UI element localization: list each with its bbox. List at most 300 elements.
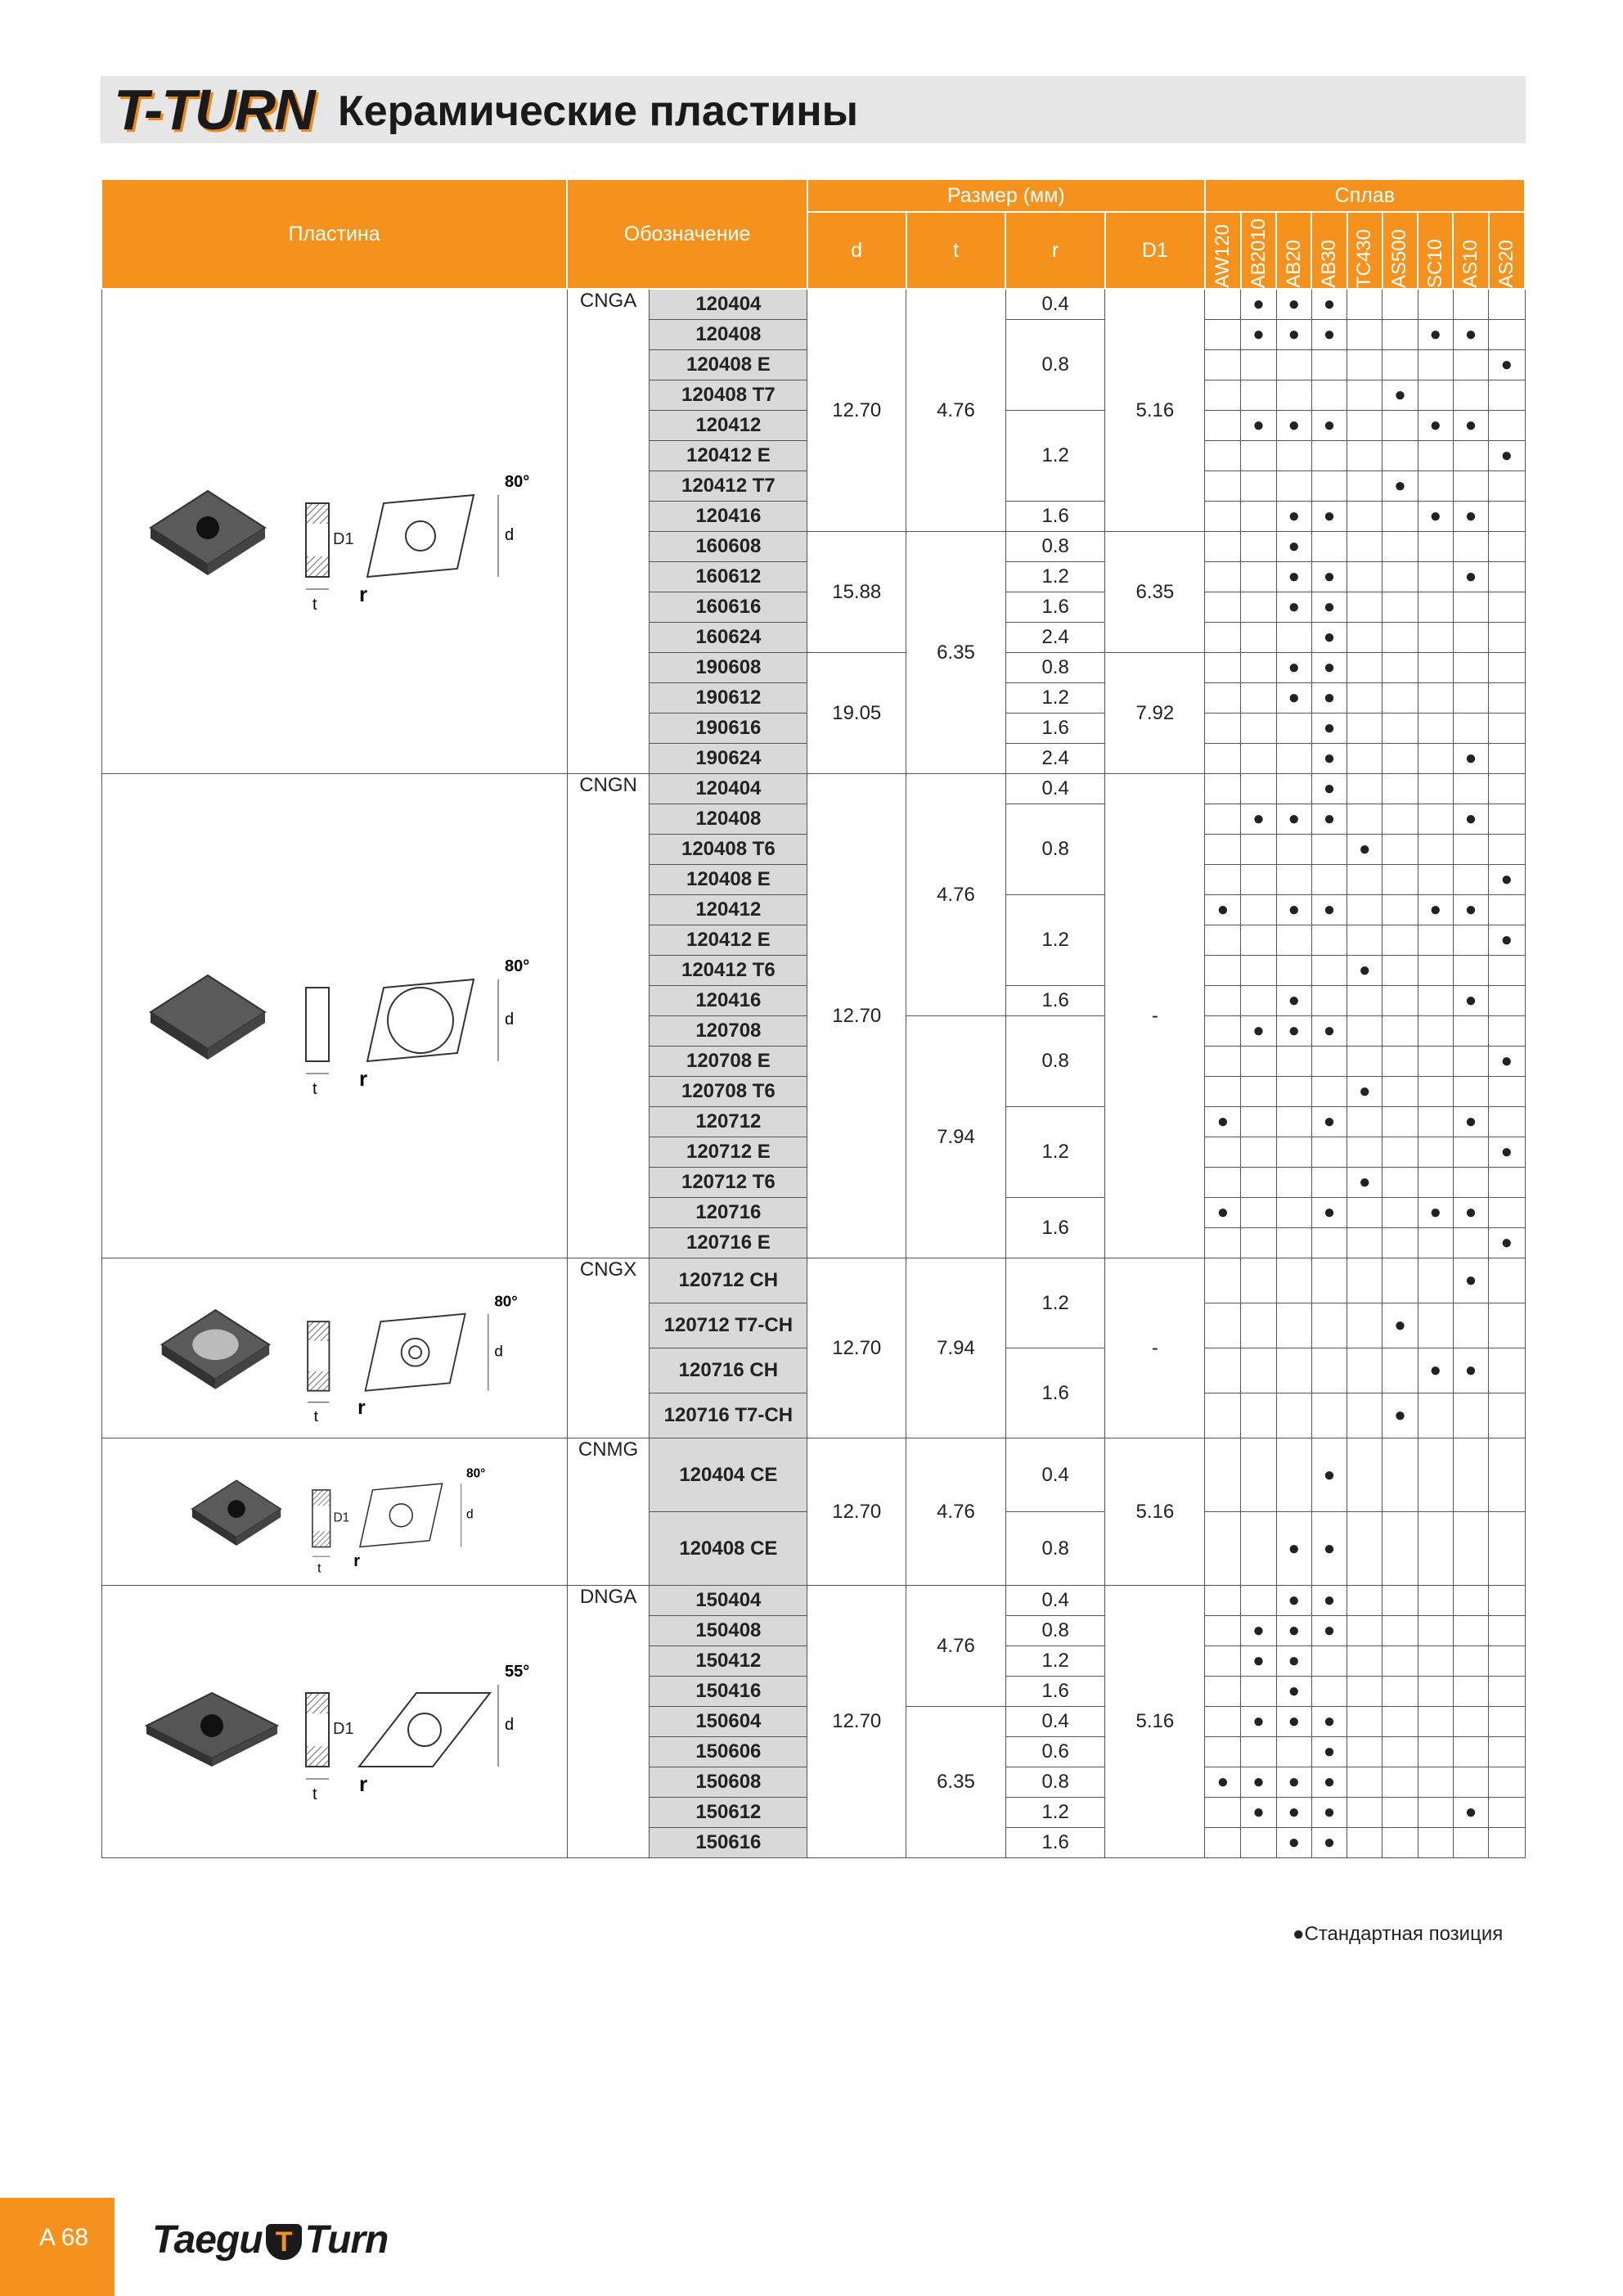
size-t-value: 6.35 (906, 532, 1006, 774)
grade-cell (1418, 865, 1453, 895)
grade-cell (1347, 744, 1382, 774)
grade-cell (1489, 683, 1525, 714)
standard-dot: ● (1276, 895, 1311, 925)
designation-code: 120416 (650, 986, 807, 1016)
grade-cell (1276, 774, 1311, 804)
standard-dot: ● (1311, 1198, 1347, 1228)
standard-dot: ● (1276, 562, 1311, 592)
grade-cell (1311, 1303, 1347, 1348)
grade-cell (1382, 592, 1418, 623)
grade-cell (1205, 562, 1241, 592)
designation-code: 120404 CE (650, 1438, 807, 1512)
series-label: CNGN (567, 774, 650, 1258)
grade-cell (1382, 1737, 1418, 1767)
angle-label: 55° (504, 1663, 529, 1681)
designation-code: 120408 (650, 804, 807, 835)
grade-cell (1489, 471, 1525, 502)
standard-dot: ● (1276, 320, 1311, 350)
grade-cell (1276, 1348, 1311, 1393)
grade-cell (1311, 1137, 1347, 1168)
size-d1-value: 6.35 (1105, 532, 1205, 653)
grade-cell (1241, 1512, 1276, 1586)
grade-cell (1347, 502, 1382, 532)
standard-dot: ● (1276, 683, 1311, 714)
grade-cell (1205, 1798, 1241, 1828)
grade-cell (1205, 380, 1241, 411)
grade-cell (1382, 1798, 1418, 1828)
insert-drawing (114, 1439, 555, 1585)
size-d-value: 12.70 (807, 1258, 906, 1438)
t-label: t (313, 1407, 318, 1425)
grade-cell (1205, 623, 1241, 653)
designation-code: 120404 (650, 289, 807, 320)
grade-cell (1311, 350, 1347, 380)
grade-cell (1241, 925, 1276, 956)
grade-cell (1418, 532, 1453, 562)
grade-cell (1382, 774, 1418, 804)
grade-cell (1418, 1168, 1453, 1198)
grade-cell (1453, 1393, 1488, 1438)
grade-cell (1205, 1228, 1241, 1258)
d-label: d (465, 1507, 474, 1522)
title-bar (101, 76, 1526, 143)
standard-dot: ● (1453, 502, 1488, 532)
grade-cell (1311, 1077, 1347, 1107)
grade-cell (1205, 1646, 1241, 1677)
grade-cell (1453, 1512, 1488, 1586)
designation-code: 150608 (650, 1767, 807, 1798)
grade-cell (1347, 1677, 1382, 1707)
standard-dot: ● (1418, 1198, 1453, 1228)
t-label: t (312, 595, 317, 614)
size-d-value: 12.70 (807, 1438, 906, 1586)
grade-cell (1382, 1047, 1418, 1077)
standard-dot: ● (1276, 1586, 1311, 1616)
size-r-value: 0.8 (1005, 532, 1105, 562)
standard-dot: ● (1453, 1258, 1488, 1303)
grade-cell (1241, 1258, 1276, 1303)
grade-cell (1205, 532, 1241, 562)
grade-cell (1205, 1677, 1241, 1707)
grade-cell (1489, 502, 1525, 532)
grade-cell (1382, 1107, 1418, 1137)
size-r-value: 0.4 (1005, 1438, 1105, 1512)
grade-cell (1418, 1228, 1453, 1258)
grade-cell (1489, 592, 1525, 623)
col-grade: TC430 (1347, 212, 1382, 289)
grade-cell (1311, 986, 1347, 1016)
grade-cell (1347, 1228, 1382, 1258)
size-t-value: 4.76 (906, 774, 1006, 1016)
grade-cell (1241, 1828, 1276, 1858)
grade-cell (1347, 1586, 1382, 1616)
standard-dot: ● (1276, 1828, 1311, 1858)
grade-cell (1241, 653, 1276, 683)
standard-dot: ● (1418, 320, 1453, 350)
grade-cell (1276, 714, 1311, 744)
grade-cell (1347, 1198, 1382, 1228)
grade-cell (1382, 320, 1418, 350)
grade-cell (1382, 835, 1418, 865)
designation-code: 190612 (650, 683, 807, 714)
grade-cell (1382, 1586, 1418, 1616)
grade-cell (1311, 1393, 1347, 1438)
grade-cell (1347, 1348, 1382, 1393)
standard-dot: ● (1241, 1767, 1276, 1798)
grade-cell (1453, 835, 1488, 865)
size-r-value: 1.6 (1005, 1677, 1105, 1707)
col-grade: AB20 (1276, 212, 1311, 289)
grade-cell (1347, 623, 1382, 653)
grade-cell (1418, 1767, 1453, 1798)
col-t: t (906, 212, 1006, 289)
grade-cell (1489, 744, 1525, 774)
designation-code: 120412 T6 (650, 956, 807, 986)
grade-cell (1489, 835, 1525, 865)
grade-cell (1418, 804, 1453, 835)
size-t-value: 4.76 (906, 1586, 1006, 1707)
grade-cell (1276, 1228, 1311, 1258)
grade-cell (1347, 1707, 1382, 1737)
size-r-value: 1.2 (1005, 562, 1105, 592)
grade-cell (1382, 925, 1418, 956)
taegu-turn-logo: Taegu T Turn (152, 2218, 389, 2262)
insert-drawing (114, 438, 555, 626)
grade-cell (1205, 411, 1241, 441)
grade-cell (1347, 1303, 1382, 1348)
grade-cell (1205, 1586, 1241, 1616)
series-label: CNGX (567, 1258, 650, 1438)
grade-cell (1241, 1348, 1276, 1393)
size-r-value: 0.4 (1005, 1707, 1105, 1737)
grade-cell (1489, 653, 1525, 683)
grade-cell (1418, 471, 1453, 502)
grade-cell (1418, 683, 1453, 714)
designation-code: 150416 (650, 1677, 807, 1707)
grade-cell (1241, 441, 1276, 471)
grade-cell (1453, 623, 1488, 653)
size-r-value: 0.8 (1005, 1767, 1105, 1798)
standard-dot: ● (1205, 1767, 1241, 1798)
grade-cell (1205, 714, 1241, 744)
grade-cell (1241, 1168, 1276, 1198)
standard-dot: ● (1241, 1798, 1276, 1828)
designation-code: 120404 (650, 774, 807, 804)
grade-cell (1453, 1707, 1488, 1737)
grade-cell (1382, 1228, 1418, 1258)
grade-cell (1489, 562, 1525, 592)
standard-dot: ● (1311, 683, 1347, 714)
size-r-value: 0.8 (1005, 1616, 1105, 1646)
standard-dot: ● (1489, 1228, 1525, 1258)
grade-cell (1311, 1228, 1347, 1258)
grade-cell (1453, 592, 1488, 623)
size-r-value: 0.8 (1005, 1512, 1105, 1586)
size-r-value: 1.2 (1005, 683, 1105, 714)
grade-cell (1347, 683, 1382, 714)
grade-cell (1418, 623, 1453, 653)
grade-cell (1347, 925, 1382, 956)
designation-code: 190624 (650, 744, 807, 774)
grade-cell (1205, 1348, 1241, 1393)
grade-cell (1453, 683, 1488, 714)
grade-cell (1347, 1798, 1382, 1828)
size-r-value: 2.4 (1005, 744, 1105, 774)
designation-code: 120412 T7 (650, 471, 807, 502)
standard-dot: ● (1453, 411, 1488, 441)
grade-cell (1347, 1646, 1382, 1677)
designation-code: 190616 (650, 714, 807, 744)
designation-code: 120412 (650, 895, 807, 925)
grade-cell (1205, 289, 1241, 320)
standard-dot: ● (1311, 1828, 1347, 1858)
grade-cell (1311, 1677, 1347, 1707)
size-r-value: 1.6 (1005, 1348, 1105, 1438)
grade-cell (1205, 471, 1241, 502)
standard-dot: ● (1276, 1767, 1311, 1798)
grade-cell (1489, 1767, 1525, 1798)
designation-code: 120408 (650, 320, 807, 350)
grade-cell (1489, 1737, 1525, 1767)
designation-code: 120716 E (650, 1228, 807, 1258)
grade-cell (1241, 714, 1276, 744)
grade-cell (1489, 774, 1525, 804)
grade-cell (1205, 956, 1241, 986)
grade-cell (1382, 411, 1418, 441)
standard-dot: ● (1453, 1107, 1488, 1137)
size-r-value: 2.4 (1005, 623, 1105, 653)
designation-code: 150404 (650, 1586, 807, 1616)
designation-code: 120716 T7-CH (650, 1393, 807, 1438)
r-label: r (357, 1396, 366, 1419)
grade-cell (1347, 986, 1382, 1016)
table-row (101, 1258, 1525, 1303)
grade-cell (1453, 532, 1488, 562)
standard-dot: ● (1453, 562, 1488, 592)
grade-cell (1453, 1767, 1488, 1798)
size-d-value: 12.70 (807, 1586, 906, 1858)
standard-dot: ● (1276, 1677, 1311, 1707)
grade-cell (1347, 1047, 1382, 1077)
col-d1: D1 (1105, 212, 1205, 289)
grade-cell (1276, 744, 1311, 774)
insert-drawing (114, 1627, 555, 1816)
r-label: r (358, 1772, 367, 1796)
grade-cell (1347, 1438, 1382, 1512)
grade-cell (1241, 683, 1276, 714)
grade-cell (1205, 1737, 1241, 1767)
d1-label: D1 (333, 1510, 349, 1525)
insert-image-cngn (101, 774, 567, 1258)
grade-cell (1418, 835, 1453, 865)
grade-cell (1418, 1646, 1453, 1677)
size-r-value: 1.2 (1005, 1258, 1105, 1348)
grade-cell (1382, 714, 1418, 744)
grade-cell (1453, 1438, 1488, 1512)
grade-cell (1241, 835, 1276, 865)
grade-cell (1205, 1137, 1241, 1168)
standard-dot: ● (1241, 1707, 1276, 1737)
grade-cell (1489, 1107, 1525, 1137)
grade-cell (1453, 1737, 1488, 1767)
grade-cell (1205, 774, 1241, 804)
grade-cell (1489, 1303, 1525, 1348)
grade-cell (1205, 350, 1241, 380)
grade-cell (1347, 1016, 1382, 1047)
grade-cell (1276, 1303, 1311, 1348)
grade-cell (1418, 1616, 1453, 1646)
grade-cell (1205, 1258, 1241, 1303)
grade-cell (1347, 1828, 1382, 1858)
grade-cell (1489, 289, 1525, 320)
grade-cell (1382, 1168, 1418, 1198)
grade-cell (1276, 1393, 1311, 1438)
grade-cell (1241, 502, 1276, 532)
standard-dot: ● (1276, 804, 1311, 835)
standard-dot: ● (1418, 502, 1453, 532)
standard-dot: ● (1311, 623, 1347, 653)
grade-cell (1241, 532, 1276, 562)
grade-cell (1489, 1586, 1525, 1616)
grade-cell (1489, 1798, 1525, 1828)
standard-dot: ● (1311, 653, 1347, 683)
table-row (101, 1586, 1525, 1616)
grade-cell (1489, 380, 1525, 411)
grade-cell (1453, 1677, 1488, 1707)
standard-dot: ● (1382, 471, 1418, 502)
standard-dot: ● (1347, 1077, 1382, 1107)
t-label: t (312, 1785, 317, 1803)
grade-cell (1276, 1737, 1311, 1767)
standard-dot: ● (1311, 289, 1347, 320)
col-grade: AS20 (1489, 212, 1525, 289)
grade-cell (1382, 289, 1418, 320)
grade-cell (1241, 895, 1276, 925)
standard-dot: ● (1205, 1198, 1241, 1228)
grade-cell (1453, 1228, 1488, 1258)
grade-cell (1382, 350, 1418, 380)
standard-dot: ● (1311, 804, 1347, 835)
grade-cell (1382, 1677, 1418, 1707)
designation-code: 120408 E (650, 350, 807, 380)
standard-dot: ● (1311, 1438, 1347, 1512)
grade-cell (1311, 1258, 1347, 1303)
grade-cell (1205, 744, 1241, 774)
standard-dot: ● (1311, 320, 1347, 350)
size-r-value: 1.2 (1005, 411, 1105, 502)
grade-cell (1205, 592, 1241, 623)
ceramic-inserts-table (101, 178, 1526, 1858)
designation-code: 150604 (650, 1707, 807, 1737)
size-t-value: 7.94 (906, 1258, 1006, 1438)
grade-cell (1276, 925, 1311, 956)
grade-cell (1205, 986, 1241, 1016)
d-label: d (493, 1341, 503, 1359)
grade-cell (1241, 562, 1276, 592)
grade-cell (1347, 804, 1382, 835)
designation-code: 120712 E (650, 1137, 807, 1168)
angle-label: 80° (493, 1291, 518, 1309)
grade-cell (1276, 1137, 1311, 1168)
standard-dot: ● (1489, 441, 1525, 471)
d-label: d (504, 1010, 514, 1029)
size-r-value: 1.6 (1005, 986, 1105, 1016)
col-grade: AS500 (1382, 212, 1418, 289)
grade-cell (1382, 532, 1418, 562)
grade-cell (1241, 1107, 1276, 1137)
table-row (101, 774, 1525, 804)
grade-cell (1453, 1016, 1488, 1047)
grade-cell (1241, 380, 1276, 411)
size-d1-value: 5.16 (1105, 1438, 1205, 1586)
t-turn-logo: T-TURN (114, 78, 314, 142)
grade-cell (1418, 1586, 1453, 1616)
grade-cell (1205, 1438, 1241, 1512)
grade-cell (1347, 320, 1382, 350)
standard-dot: ● (1276, 1798, 1311, 1828)
grade-cell (1311, 532, 1347, 562)
grade-cell (1489, 623, 1525, 653)
d-label: d (504, 525, 514, 544)
grade-cell (1382, 502, 1418, 532)
standard-dot: ● (1241, 1616, 1276, 1646)
grade-cell (1418, 1677, 1453, 1707)
grade-cell (1276, 1047, 1311, 1077)
col-size: Размер (мм) (807, 179, 1205, 212)
standard-dot: ● (1241, 1646, 1276, 1677)
grade-cell (1311, 835, 1347, 865)
size-d1-value: 5.16 (1105, 289, 1205, 532)
grade-cell (1382, 1438, 1418, 1512)
grade-cell (1276, 380, 1311, 411)
grade-cell (1347, 562, 1382, 592)
grade-cell (1418, 289, 1453, 320)
grade-cell (1347, 1137, 1382, 1168)
col-grade: AB30 (1311, 212, 1347, 289)
designation-code: 120412 E (650, 925, 807, 956)
grade-cell (1453, 1047, 1488, 1077)
designation-code: 160612 (650, 562, 807, 592)
grade-cell (1347, 441, 1382, 471)
standard-dot: ● (1241, 289, 1276, 320)
table-row (101, 289, 1525, 320)
grade-cell (1418, 1393, 1453, 1438)
grade-cell (1489, 532, 1525, 562)
standard-dot: ● (1311, 562, 1347, 592)
designation-code: 120712 (650, 1107, 807, 1137)
designation-code: 120716 CH (650, 1348, 807, 1393)
grade-cell (1453, 925, 1488, 956)
size-r-value: 0.8 (1005, 804, 1105, 895)
standard-dot: ● (1276, 653, 1311, 683)
col-r: r (1005, 212, 1105, 289)
standard-dot: ● (1241, 804, 1276, 835)
grade-cell (1205, 804, 1241, 835)
grade-cell (1418, 925, 1453, 956)
grade-cell (1347, 1258, 1382, 1303)
grade-cell (1453, 1586, 1488, 1616)
grade-cell (1382, 744, 1418, 774)
grade-cell (1241, 1677, 1276, 1707)
standard-dot: ● (1311, 1107, 1347, 1137)
grade-cell (1241, 1438, 1276, 1512)
grade-cell (1311, 925, 1347, 956)
designation-code: 150612 (650, 1798, 807, 1828)
standard-dot: ● (1276, 1016, 1311, 1047)
r-label: r (353, 1551, 360, 1570)
insert-image-cngx (101, 1258, 567, 1438)
standard-dot: ● (1311, 1798, 1347, 1828)
